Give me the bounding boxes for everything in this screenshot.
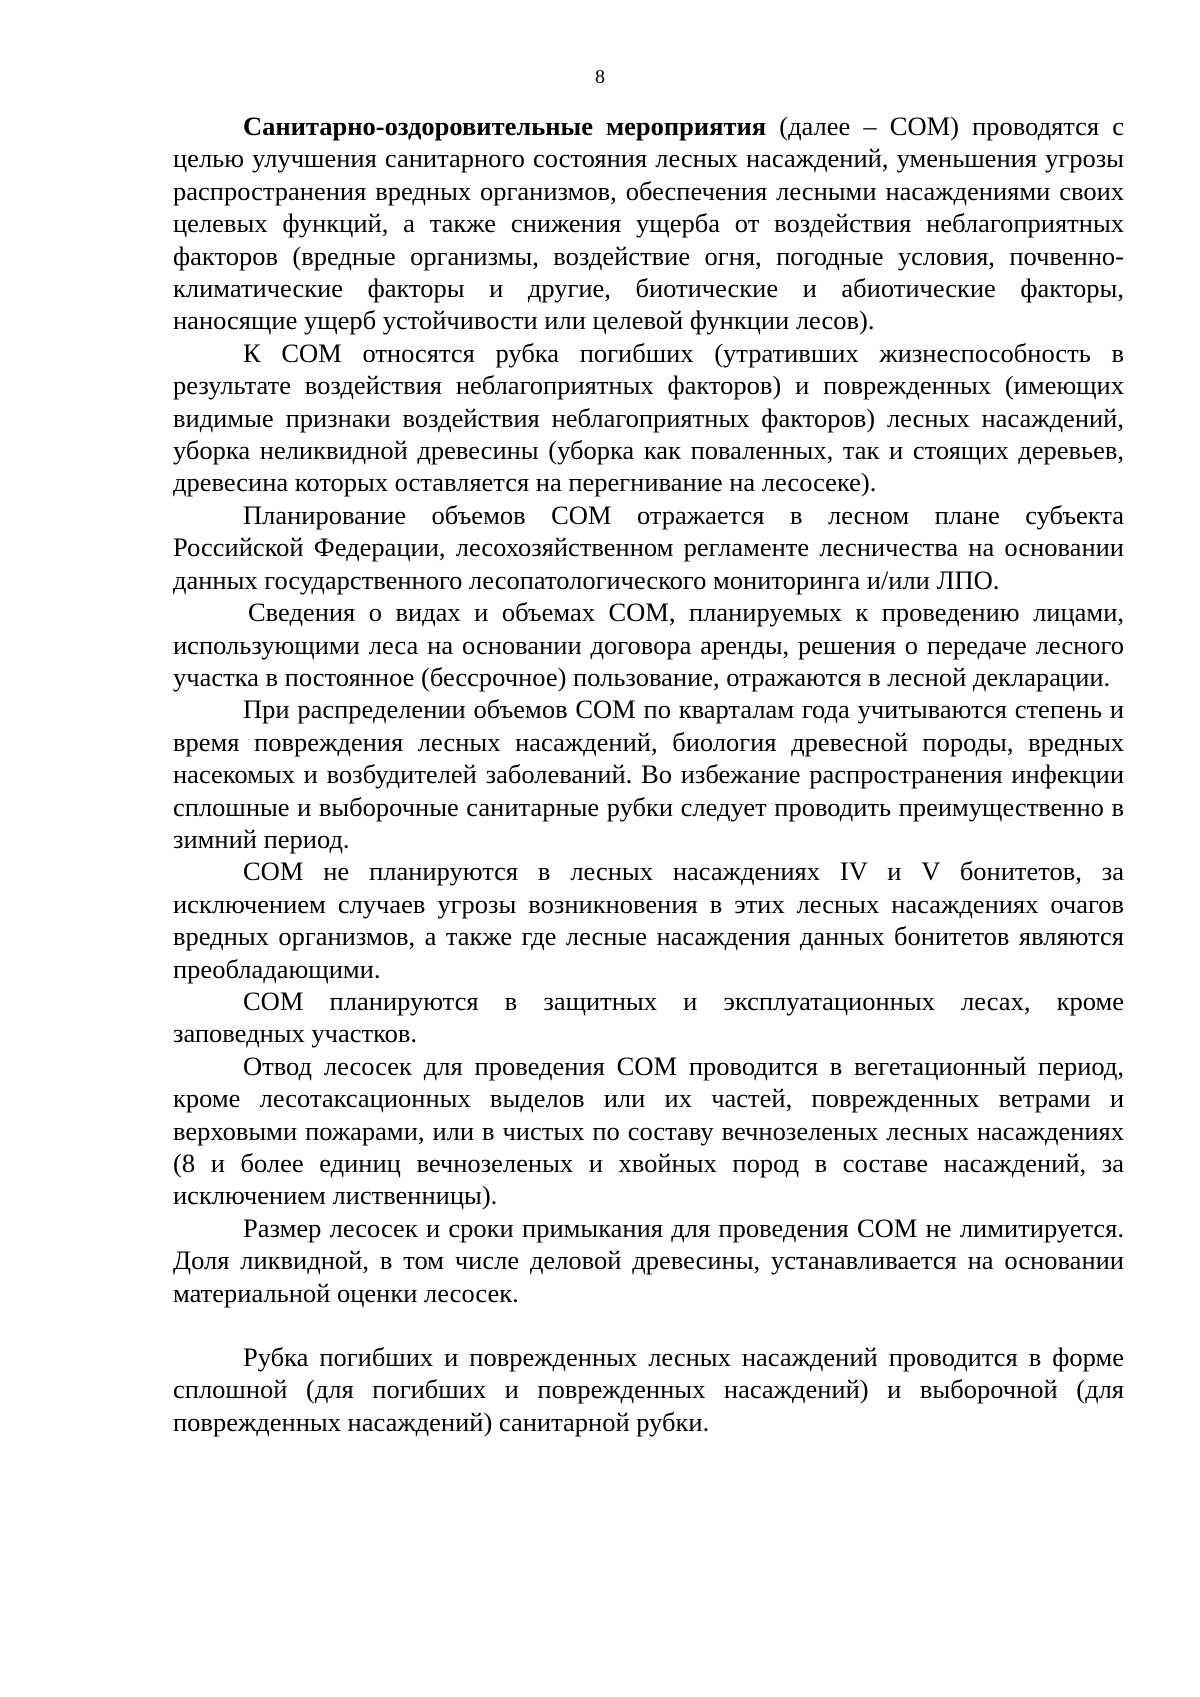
paragraph-som-allotment: Отвод лесосек для проведения СОМ проводится в вегетационный период, кроме лесотаксационных выделов или их частей, поврежденных ветрами и верховыми пожарами, или в чистых по составу вечнозеленых лесных насаждениях (8 и более единиц вечнозеленых и хвойных пород в составе насаждений, за исключением лиственницы). — [173, 1050, 1124, 1211]
page-number: 8 — [595, 66, 605, 88]
paragraph-som-forests: СОМ планируются в защитных и эксплуатационных лесах, кроме заповедных участков. — [173, 985, 1124, 1049]
paragraph-text: (далее – СОМ) проводятся с целью улучшения санитарного состояния лесных насаждений, уменьшения угрозы распространения вредных организмов, обеспечения лесными насаждениями своих целевых функций, а также снижения ущерба от воздействия неблагоприятных факторов (вредные организмы, воздействие огня, погодные условия, почвенно-климатические факторы и другие, биотические и абиотические факторы, наносящие ущерб устойчивости или целевой функции лесов). — [173, 111, 1125, 336]
paragraph-sanitary-felling: Рубка погибших и поврежденных лесных насаждений проводится в форме сплошной (для погибших и поврежденных насаждений) и выборочной (для поврежденных насаждений) санитарной рубки. — [173, 1342, 1124, 1437]
paragraph-som-distribution: При распределении объемов СОМ по кварталам года учитываются степень и время повреждения лесных насаждений, биология древесной породы, вредных насекомых и возбудителей заболеваний. Во избежание распространения инфекции сплошные и выборочные санитарные рубки следует проводить преимущественно в зимний период. — [173, 694, 1124, 854]
paragraph-som-size: Размер лесосек и сроки примыкания для проведения СОМ не лимитируется. Доля ликвидной, в том числе деловой древесины, устанавливается на основании материальной оценки лесосек. — [173, 1212, 1124, 1308]
bold-term: Санитарно-оздоровительные мероприятия — [243, 111, 767, 141]
paragraph-som-bonitet: СОМ не планируются в лесных насаждениях IV и V бонитетов, за исключением случаев угрозы возникновения в этих лесных насаждениях очагов вредных организмов, а также где лесные насаждения данных бонитетов являются преобладающими. — [173, 856, 1124, 984]
paragraph-som-includes: К СОМ относятся рубка погибших (утративших жизнеспособность в результате воздействия неблагоприятных факторов) и поврежденных (имеющих видимые признаки воздействия неблагоприятных факторов) лесных насаждений, уборка неликвидной древесины (уборка как поваленных, так и стоящих деревьев, древесина которых оставляется на перегнивание на лесосеке). — [173, 337, 1124, 498]
paragraph-som-definition — [173, 110, 1124, 337]
document-body — [173, 110, 1124, 1438]
paragraph-som-declaration: Сведения о видах и объемах СОМ, планируемых к проведению лицами, использующими леса на основании договора аренды, решения о передаче лесного участка в постоянное (бессрочное) пользование, отражаются в лесной декларации. — [173, 597, 1124, 692]
paragraph-som-planning: Планирование объемов СОМ отражается в лесном плане субъекта Российской Федерации, лесохозяйственном регламенте лесничества на основании данных государственного лесопатологического мониторинга и/или ЛПО. — [173, 499, 1124, 595]
